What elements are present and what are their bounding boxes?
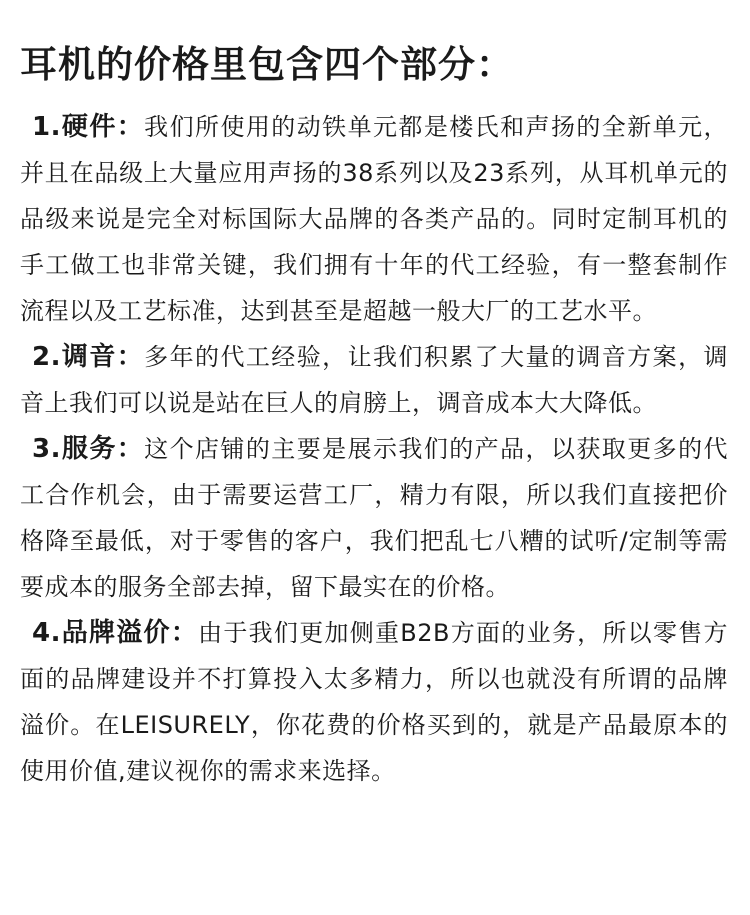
section-brand-premium [20, 610, 728, 794]
section-body: 我们所使用的动铁单元都是楼氏和声扬的全新单元，并且在品级上大量应用声扬的38系列以及23系列，从耳机单元的品级来说是完全对标国际大品牌的各类产品的。同时定制耳机的手工做工也非常关键，我们拥有十年的代工经验，有一整套制作流程以及工艺标准，达到甚至是超越一般大厂的工艺水平。 [20, 113, 729, 325]
section-label: 3.服务： [32, 434, 145, 464]
section-tuning [20, 334, 728, 426]
section-service [20, 426, 728, 610]
section-label: 2.调音： [32, 342, 145, 372]
section-body: 由于我们更加侧重B2B方面的业务，所以零售方面的品牌建设并不打算投入太多精力，所以也就没有所谓的品牌溢价。在LEISURELY，你花费的价格买到的，就是产品最原本的使用价值,建议视你的需求来选择。 [20, 619, 728, 785]
section-label: 4.品牌溢价： [32, 618, 199, 648]
page-title: 耳机的价格里包含四个部分： [20, 43, 514, 86]
section-body: 多年的代工经验，让我们积累了大量的调音方案，调音上我们可以说是站在巨人的肩膀上，调音成本大大降低。 [20, 343, 729, 417]
section-label: 1.硬件： [32, 112, 145, 142]
section-hardware [20, 104, 728, 334]
section-body: 这个店铺的主要是展示我们的产品，以获取更多的代工合作机会，由于需要运营工厂，精力有限，所以我们直接把价格降至最低，对于零售的客户，我们把乱七八糟的试听/定制等需要成本的服务全部去掉，留下最实在的价格。 [20, 435, 729, 601]
